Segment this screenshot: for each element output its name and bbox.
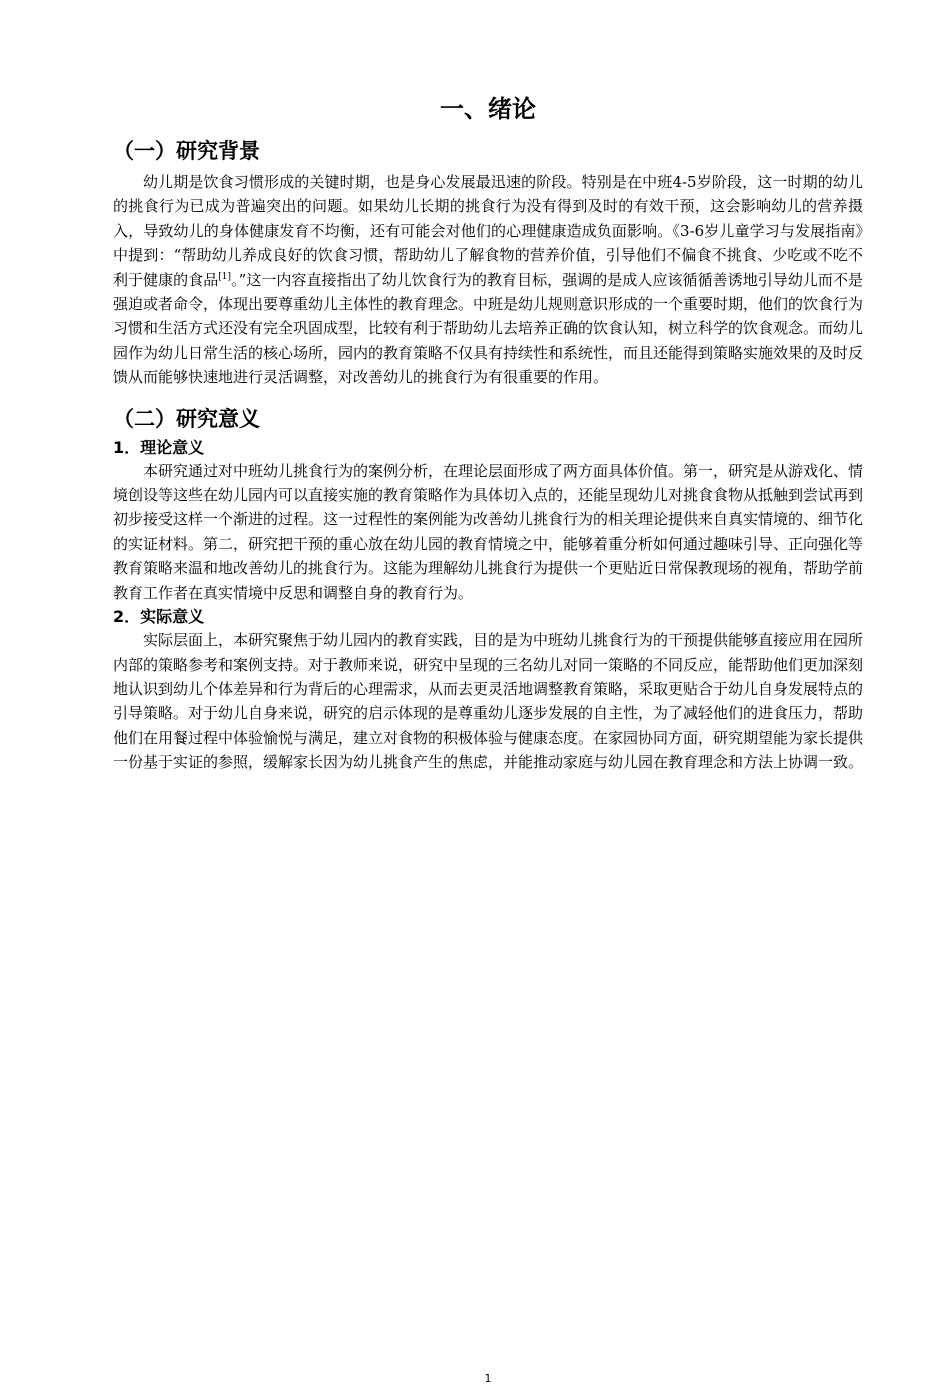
page-number: 1 bbox=[484, 1372, 492, 1385]
document-page bbox=[113, 90, 864, 1385]
practical-paragraph: 实际层面上，本研究聚焦于幼儿园内的教育实践，目的是为中班幼儿挑食行为的干预提供能够直接应用在园所内部的策略参考和案例支持。对于教师来说，研究中呈现的三名幼儿对同一策略的不同反应，能帮助他们更加深刻地认识到幼儿个体差异和行为背后的心理需求，从而去更灵活地调整教育策略，采取更贴合于幼儿自身发展特点的引导策略。对于幼儿自身来说，研究的启示体现的是尊重幼儿逐步发展的自主性，为了减轻他们的进食压力，帮助他们在用餐过程中体验愉悦与满足，建立对食物的积极体验与健康态度。在家园协同方面，研究期望能为家长提供一份基于实证的参照，缓解家长因为幼儿挑食产生的焦虑，并能推动家庭与幼儿园在教育理念和方法上协调一致。 bbox=[113, 631, 864, 772]
background-text-part-1: 幼儿期是饮食习惯形成的关键时期，也是身心发展最迅速的阶段。特别是在中班4-5岁阶段，这一时期的幼儿的挑食行为已成为普遍突出的问题。如果幼儿长期的挑食行为没有得到及时的有效干预，这会影响幼儿的营养摄入，导致幼儿的身体健康发育不均衡，还有可能会对他们的心理健康造成负面影响。《3-6岁儿童学习与发展指南》中提到：“帮助幼儿养成良好的饮食习惯，帮助幼儿了解食物的营养价值，引导他们不偏食不挑食、少吃或不吃不利于健康的食品 bbox=[113, 173, 863, 289]
chapter-title: 一、绪论 bbox=[440, 95, 536, 123]
section-heading-background: （一）研究背景 bbox=[113, 139, 260, 163]
background-paragraph bbox=[113, 170, 863, 390]
citation-marker: [1] bbox=[218, 271, 232, 282]
subsection-heading-theoretical: 1．理论意义 bbox=[113, 437, 205, 457]
background-text-part-2: 。”这一内容直接指出了幼儿饮食行为的教育目标，强调的是成人应该循循善诱地引导幼儿而不是强迫或者命令，体现出要尊重幼儿主体性的教育理念。中班是幼儿规则意识形成的一个重要时期，他们的饮食行为习惯和生活方式还没有完全巩固成型，比较有利于帮助幼儿去培养正确的饮食认知，树立科学的饮食观念。而幼儿园作为幼儿日常生活的核心场所，园内的教育策略不仅具有持续性和系统性，而且还能得到策略实施效果的及时反馈从而能够快速地进行灵活调整，对改善幼儿的挑食行为有很重要的作用。 bbox=[113, 270, 864, 387]
subsection-heading-practical: 2．实际意义 bbox=[113, 607, 205, 627]
section-heading-significance: （二）研究意义 bbox=[113, 406, 260, 431]
theoretical-paragraph: 本研究通过对中班幼儿挑食行为的案例分析，在理论层面形成了两方面具体价值。第一，研究是从游戏化、情境创设等这些在幼儿园内可以直接实施的教育策略作为具体切入点的，还能呈现幼儿对挑食食物从抵触到尝试再到初步接受这样一个渐进的过程。这一过程性的案例能为改善幼儿挑食行为的相关理论提供来自真实情境的、细节化的实证材料。第二，研究把干预的重心放在幼儿园的教育情境之中，能够着重分析如何通过趣味引导、正向强化等教育策略来温和地改善幼儿的挑食行为。这能为理解幼儿挑食行为提供一个更贴近日常保教现场的视角，帮助学前教育工作者在真实情境中反思和调整自身的教育行为。 bbox=[113, 461, 864, 602]
